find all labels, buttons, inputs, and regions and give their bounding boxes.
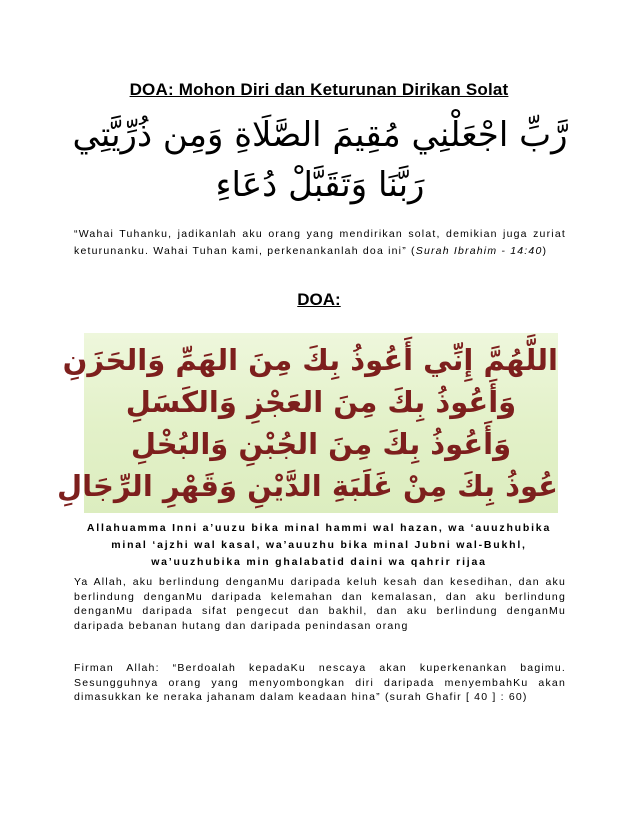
doa-arabic-image [56,333,558,513]
quran-verse-line-1: رَّبِّ اجْعَلْنِي مُقِيمَ الصَّلَاةِ وَمِن ذُرِّيَّتِي [72,115,568,155]
verse-reference: Surah Ibrahim - 14:40 [415,245,543,257]
verse-translation [74,226,566,260]
page-title: DOA: Mohon Diri dan Keturunan Dirikan Solat [129,80,509,99]
doa-meaning-paragraph: Ya Allah, aku berlindung denganMu daripada keluh kesah dan kesedihan, dan aku berlindung denganMu daripada kelemahan dan kemalasan, dan aku berlindung denganMu daripada sifat pengecut dan bakhil, dan aku berlindung denganMu daripada bebanan hutang dan daripada penindasan orang [74,576,566,632]
firman-allah-paragraph: Firman Allah: “Berdoalah kepadaKu nescaya akan kuperkenankan bagimu. Sesungguhnya orang yang menyombongkan diri daripada menyembahKu akan dimasukkan ke neraka jahanam dalam keadaan hina” (surah Ghafir [ 40 ] : 60) [74,662,566,703]
doa-line-3: وَأَعُوذُ بِكَ مِنَ الجُبْنِ وَالبُخْلِ [130,427,512,461]
quran-verse-line-2: رَبَّنَا وَتَقَبَّلْ دُعَاءِ [215,165,425,205]
doa-line-4: عُوذُ بِكَ مِنْ غَلَبَةِ الدَّيْنِ وَقَهْرِ الرِّجَالِ [56,469,558,503]
translation-text: “Wahai Tuhanku, jadikanlah aku orang yang mendirikan solat, demikian juga zuriat keturunanku. Wahai Tuhan kami, perkenankanlah doa ini” ( [74,228,566,257]
translation-closing: ) [542,245,548,257]
doa-heading: DOA: [297,290,341,309]
doa-line-1: اللَّهُمَّ إِنِّي أَعُوذُ بِكَ مِنَ الهَمِّ وَالحَزَنِ [62,343,558,377]
doa-line-2: وَأَعُوذُ بِكَ مِنَ العَجْزِ وَالكَسَلِ [125,385,517,419]
doa-transliteration: Allahuamma Inni a’uuzu bika minal hammi wal hazan, wa ‘auuzhubika minal ‘ajzhi wal kasal, wa’auuzhu bika minal Jubni wal-Bukhl, wa’uuzhubika min ghalabatid daini wa qahrir rijaa [86,522,552,568]
